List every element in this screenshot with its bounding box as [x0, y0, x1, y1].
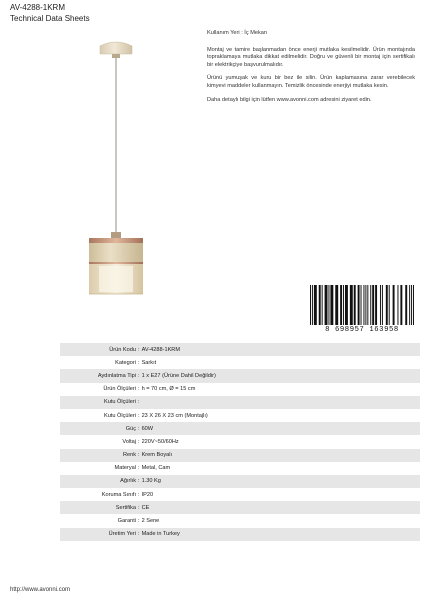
spec-value: 220V~50/60Hz — [141, 438, 179, 445]
spec-row: Üretim Yeri : Made in Turkey — [60, 528, 420, 541]
barcode-bar — [354, 285, 356, 325]
barcode-bar — [322, 285, 323, 325]
spec-label: Ürün Ölçüleri — [103, 386, 136, 393]
spec-row: Aydınlatma Tipi : 1 x E27 (Ürüne Dahil Değildir) — [60, 369, 420, 382]
barcode-bar — [358, 285, 360, 325]
spec-row: Garanti : 2 Sene — [60, 514, 420, 527]
barcode-bar — [405, 285, 407, 325]
spec-value: IP20 — [141, 491, 154, 498]
spec-label: Garanti — [117, 518, 136, 525]
spec-label: Güç — [125, 425, 136, 432]
spec-label: Renk — [122, 452, 136, 459]
barcode-bar — [350, 285, 353, 325]
spec-row: Voltaj : 220V~50/60Hz — [60, 435, 420, 448]
spec-label: Sertifika — [115, 504, 136, 511]
barcode-bar — [363, 285, 364, 325]
cream-metal-shade — [89, 243, 143, 262]
spec-label: Kutu Ölçüleri — [103, 412, 136, 419]
barcode-bar — [372, 285, 374, 325]
spec-row: Kategori : Sarkıt — [60, 356, 420, 369]
model-code: AV-4288-1KRM — [10, 3, 65, 12]
barcode-bar — [312, 285, 313, 325]
inner-glass-glow — [99, 266, 133, 292]
barcode-bar — [413, 285, 414, 325]
pendant-lamp-illustration — [56, 40, 176, 300]
canopy-collar — [112, 54, 120, 58]
spec-value: Sarkıt — [141, 359, 157, 366]
spec-row: Materyal : Metal, Cam — [60, 462, 420, 475]
spec-label: Kutu Ölçüleri — [103, 399, 136, 406]
barcode-bar — [367, 285, 368, 325]
spec-row: Ağırlık : 1.30 Kg — [60, 475, 420, 488]
barcode-bar — [409, 285, 410, 325]
usage-location: Kullanım Yeri : İç Mekan — [207, 30, 268, 36]
spec-value: CE — [141, 504, 150, 511]
usage-and-safety-info — [207, 30, 415, 110]
spec-value: h = 70 cm, Ø = 15 cm — [141, 386, 196, 393]
spec-value: AV-4288-1KRM — [141, 346, 181, 353]
spec-row: Ürün Kodu : AV-4288-1KRM — [60, 343, 420, 356]
spec-row: Ürün Ölçüleri : h = 70 cm, Ø = 15 cm — [60, 383, 420, 396]
footer-url[interactable]: http://www.avonni.com — [10, 587, 71, 593]
barcode-bar — [380, 285, 381, 325]
spec-label: Ağırlık — [120, 478, 136, 485]
spec-row: Kutu Ölçüleri : — [60, 396, 420, 409]
barcode-bar — [386, 285, 388, 325]
spec-label: Üretim Yeri — [108, 531, 136, 538]
barcode-bar — [400, 285, 402, 325]
installation-warning: Montaj ve tamire başlanmadan önce enerji mutlaka kesilmelidir. Ürün montajında topraklamaya mutlaka dikkat edilmelidir. Doğru ve güvenli bir montaj için sertifikalı bir elektrikçiye başvurulmalıdır. — [207, 46, 415, 68]
spec-label: Ürün Kodu — [109, 346, 136, 353]
barcode-bar — [335, 285, 338, 325]
barcode-bar — [397, 285, 398, 325]
barcode — [310, 285, 414, 335]
spec-value: 1.30 Kg — [141, 478, 161, 485]
cleaning-instructions: Ürünü yumuşak ve kuru bir bez ile silin. Ürün kaplamasına zarar verebilecek kimyevi maddeler kullanmayın. Temizlik öncesinde enerjiyi mutlaka kesin. — [207, 75, 415, 89]
spec-value: 23 X 26 X 23 cm (Montajlı) — [141, 412, 208, 419]
spec-label: Koruma Sınıfı — [101, 491, 136, 498]
spec-row: Kutu Ölçüleri : 23 X 26 X 23 cm (Montajlı) — [60, 409, 420, 422]
barcode-bar — [411, 285, 412, 325]
rose-gold-top-band — [89, 238, 143, 243]
barcode-bar — [330, 285, 333, 325]
spec-value: Metal, Cam — [141, 465, 171, 472]
barcode-bar — [340, 285, 342, 325]
barcode-bar — [393, 285, 395, 325]
spec-table — [60, 343, 420, 541]
spec-label: Voltaj — [122, 438, 136, 445]
spec-row: Renk : Krem Boyalı — [60, 449, 420, 462]
lamp-holder-cap — [111, 232, 121, 238]
ceiling-canopy — [100, 42, 132, 54]
spec-label: Aydınlatma Tipi — [97, 372, 136, 379]
spec-row: Koruma Sınıfı : IP20 — [60, 488, 420, 501]
barcode-bar — [370, 285, 371, 325]
spec-value: Made in Turkey — [141, 531, 180, 538]
barcode-bar — [365, 285, 366, 325]
barcode-bar — [343, 285, 344, 325]
document-subtitle: Technical Data Sheets — [10, 14, 90, 23]
barcode-bar — [361, 285, 362, 325]
barcode-bar — [328, 285, 329, 325]
spec-value: 2 Sene — [141, 518, 160, 525]
barcode-bar — [389, 285, 390, 325]
barcode-bar — [345, 285, 348, 325]
product-image — [56, 40, 176, 300]
spec-label: Materyal — [114, 465, 136, 472]
barcode-bar — [314, 285, 317, 325]
spec-value: 1 x E27 (Ürüne Dahil Değildir) — [141, 372, 216, 379]
barcode-bar — [319, 285, 321, 325]
barcode-bar — [375, 285, 377, 325]
spec-row: Sertifika : CE — [60, 501, 420, 514]
spec-value: Krem Boyalı — [141, 452, 173, 459]
barcode-bar — [310, 285, 311, 325]
website-note: Daha detaylı bilgi için lütfen www.avonni.com adresini ziyaret edin. — [207, 96, 372, 103]
spec-value: 60W — [141, 425, 154, 432]
spec-label: Kategori — [115, 359, 136, 366]
document-header — [10, 2, 90, 24]
barcode-bars — [310, 285, 414, 325]
barcode-bar — [325, 285, 328, 325]
barcode-digits: 8 698957 163958 — [325, 326, 399, 334]
barcode-bar — [382, 285, 383, 325]
rose-gold-middle-band — [89, 262, 143, 264]
spec-row: Güç : 60W — [60, 422, 420, 435]
